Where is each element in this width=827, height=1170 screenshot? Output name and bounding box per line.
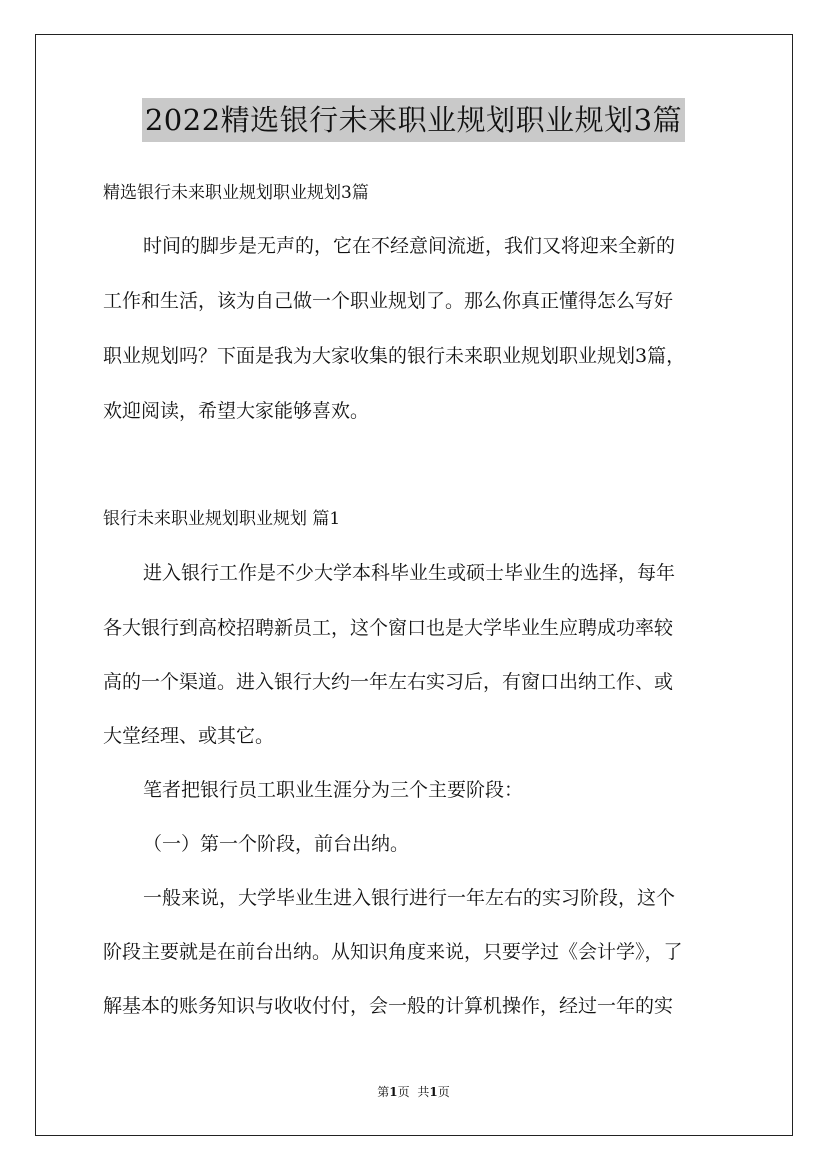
section-heading: 银行未来职业规划职业规划 篇1 <box>103 509 341 529</box>
intro-paragraph-line: 时间的脚步是无声的，它在不经意间流逝，我们又将迎来全新的 <box>143 235 676 257</box>
intro-paragraph-line: 职业规划吗？下面是我为大家收集的银行未来职业规划职业规划3篇， <box>103 345 686 367</box>
page-label-prefix: 第 <box>377 1085 390 1099</box>
document-subtitle: 精选银行未来职业规划职业规划3篇 <box>103 183 369 203</box>
body-paragraph-line: 解基本的账务知识与收收付付，会一般的计算机操作，经过一年的实 <box>103 995 674 1017</box>
intro-paragraph-line: 工作和生活，该为自己做一个职业规划了。那么你真正懂得怎么写好 <box>103 290 674 312</box>
page-label-suffix: 页 <box>397 1085 410 1099</box>
total-label-prefix: 共 <box>417 1085 430 1099</box>
document-title: 2022精选银行未来职业规划职业规划3篇 <box>142 98 685 142</box>
body-paragraph-line: 进入银行工作是不少大学本科毕业生或硕士毕业生的选择，每年 <box>143 562 676 584</box>
intro-paragraph-line: 欢迎阅读，希望大家能够喜欢。 <box>103 400 370 422</box>
body-paragraph-line: 阶段主要就是在前台出纳。从知识角度来说，只要学过《会计学》，了 <box>103 941 683 963</box>
total-label-suffix: 页 <box>437 1085 450 1099</box>
body-paragraph-line: 各大银行到高校招聘新员工，这个窗口也是大学毕业生应聘成功率较 <box>103 617 674 639</box>
body-paragraph-line: （一）第一个阶段，前台出纳。 <box>143 833 410 855</box>
page-number: 1 <box>389 1085 398 1099</box>
title-container <box>0 98 827 142</box>
total-pages: 1 <box>429 1085 438 1099</box>
body-paragraph-line: 大堂经理、或其它。 <box>103 725 275 747</box>
body-paragraph-line: 高的一个渠道。进入银行大约一年左右实习后，有窗口出纳工作、或 <box>103 671 674 693</box>
page-footer <box>0 1083 827 1101</box>
body-paragraph-line: 一般来说，大学毕业生进入银行进行一年左右的实习阶段，这个 <box>143 887 676 909</box>
body-paragraph-line: 笔者把银行员工职业生涯分为三个主要阶段： <box>143 779 524 801</box>
